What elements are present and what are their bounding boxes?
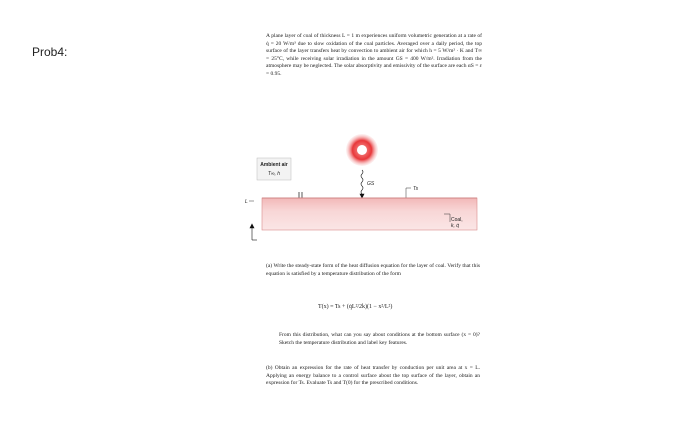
ambient-air-box	[257, 158, 291, 180]
x-axis-arrow	[250, 224, 257, 240]
part-a-text: Write the steady-state form of the heat diffusion equation for the layer of coal. Verify that this equation is satisfied by a temperature distribution of the form	[266, 263, 480, 277]
figure-svg	[244, 130, 484, 255]
solar-irradiation-arrow	[360, 170, 364, 198]
part-a-followup: From this distribution, what can you say about conditions at the bottom surface (x = 0)? Sketch the temperature distribution and label key features.	[279, 332, 480, 346]
sun-icon	[346, 134, 378, 166]
temperature-equation: T(x) = Ts + (q̇L²/2k)(1 − x²/L²)	[318, 304, 393, 310]
solar-label: GS	[367, 181, 375, 187]
thickness-label: L	[245, 199, 248, 205]
ambient-air-params: T∞, h	[267, 171, 281, 177]
coal-params: k, q̇	[451, 223, 460, 229]
problem-statement: A plane layer of coal of thickness L = 1 m experiences uniform volumetric generation at a rate of q̇ = 20 W/m³ due to slow oxidation of the coal particles. Averaged over a daily period, the top surface of the layer transfers heat by convection to ambient air for which h = 5 W/m² · K and T∞ = 25°C, while receiving solar irradiation in the amount GS = 400 W/m². Irradiation from the atmosphere may be neglected. The solar absorptivity and emissivity of the surface are each αS = ε = 0.95.	[266, 33, 482, 77]
ambient-air-title: Ambient air	[260, 162, 288, 168]
part-b-text: Obtain an expression for the rate of heat transfer by conduction per unit area at x = L. Applying an energy balance to a control surface about the top surface of the layer, obtain an expression for Ts. Evaluate Ts and T(0) for the prescribed conditions.	[266, 365, 480, 387]
part-b-letter: (b)	[266, 365, 273, 371]
coal-label: Coal,	[451, 217, 463, 223]
coal-layer-figure	[244, 130, 484, 255]
part-a	[266, 263, 480, 278]
part-b	[266, 365, 480, 388]
problem-label: Prob4:	[32, 45, 68, 59]
part-a-letter: (a)	[266, 263, 273, 269]
surface-temp-label: Ts	[413, 186, 419, 192]
